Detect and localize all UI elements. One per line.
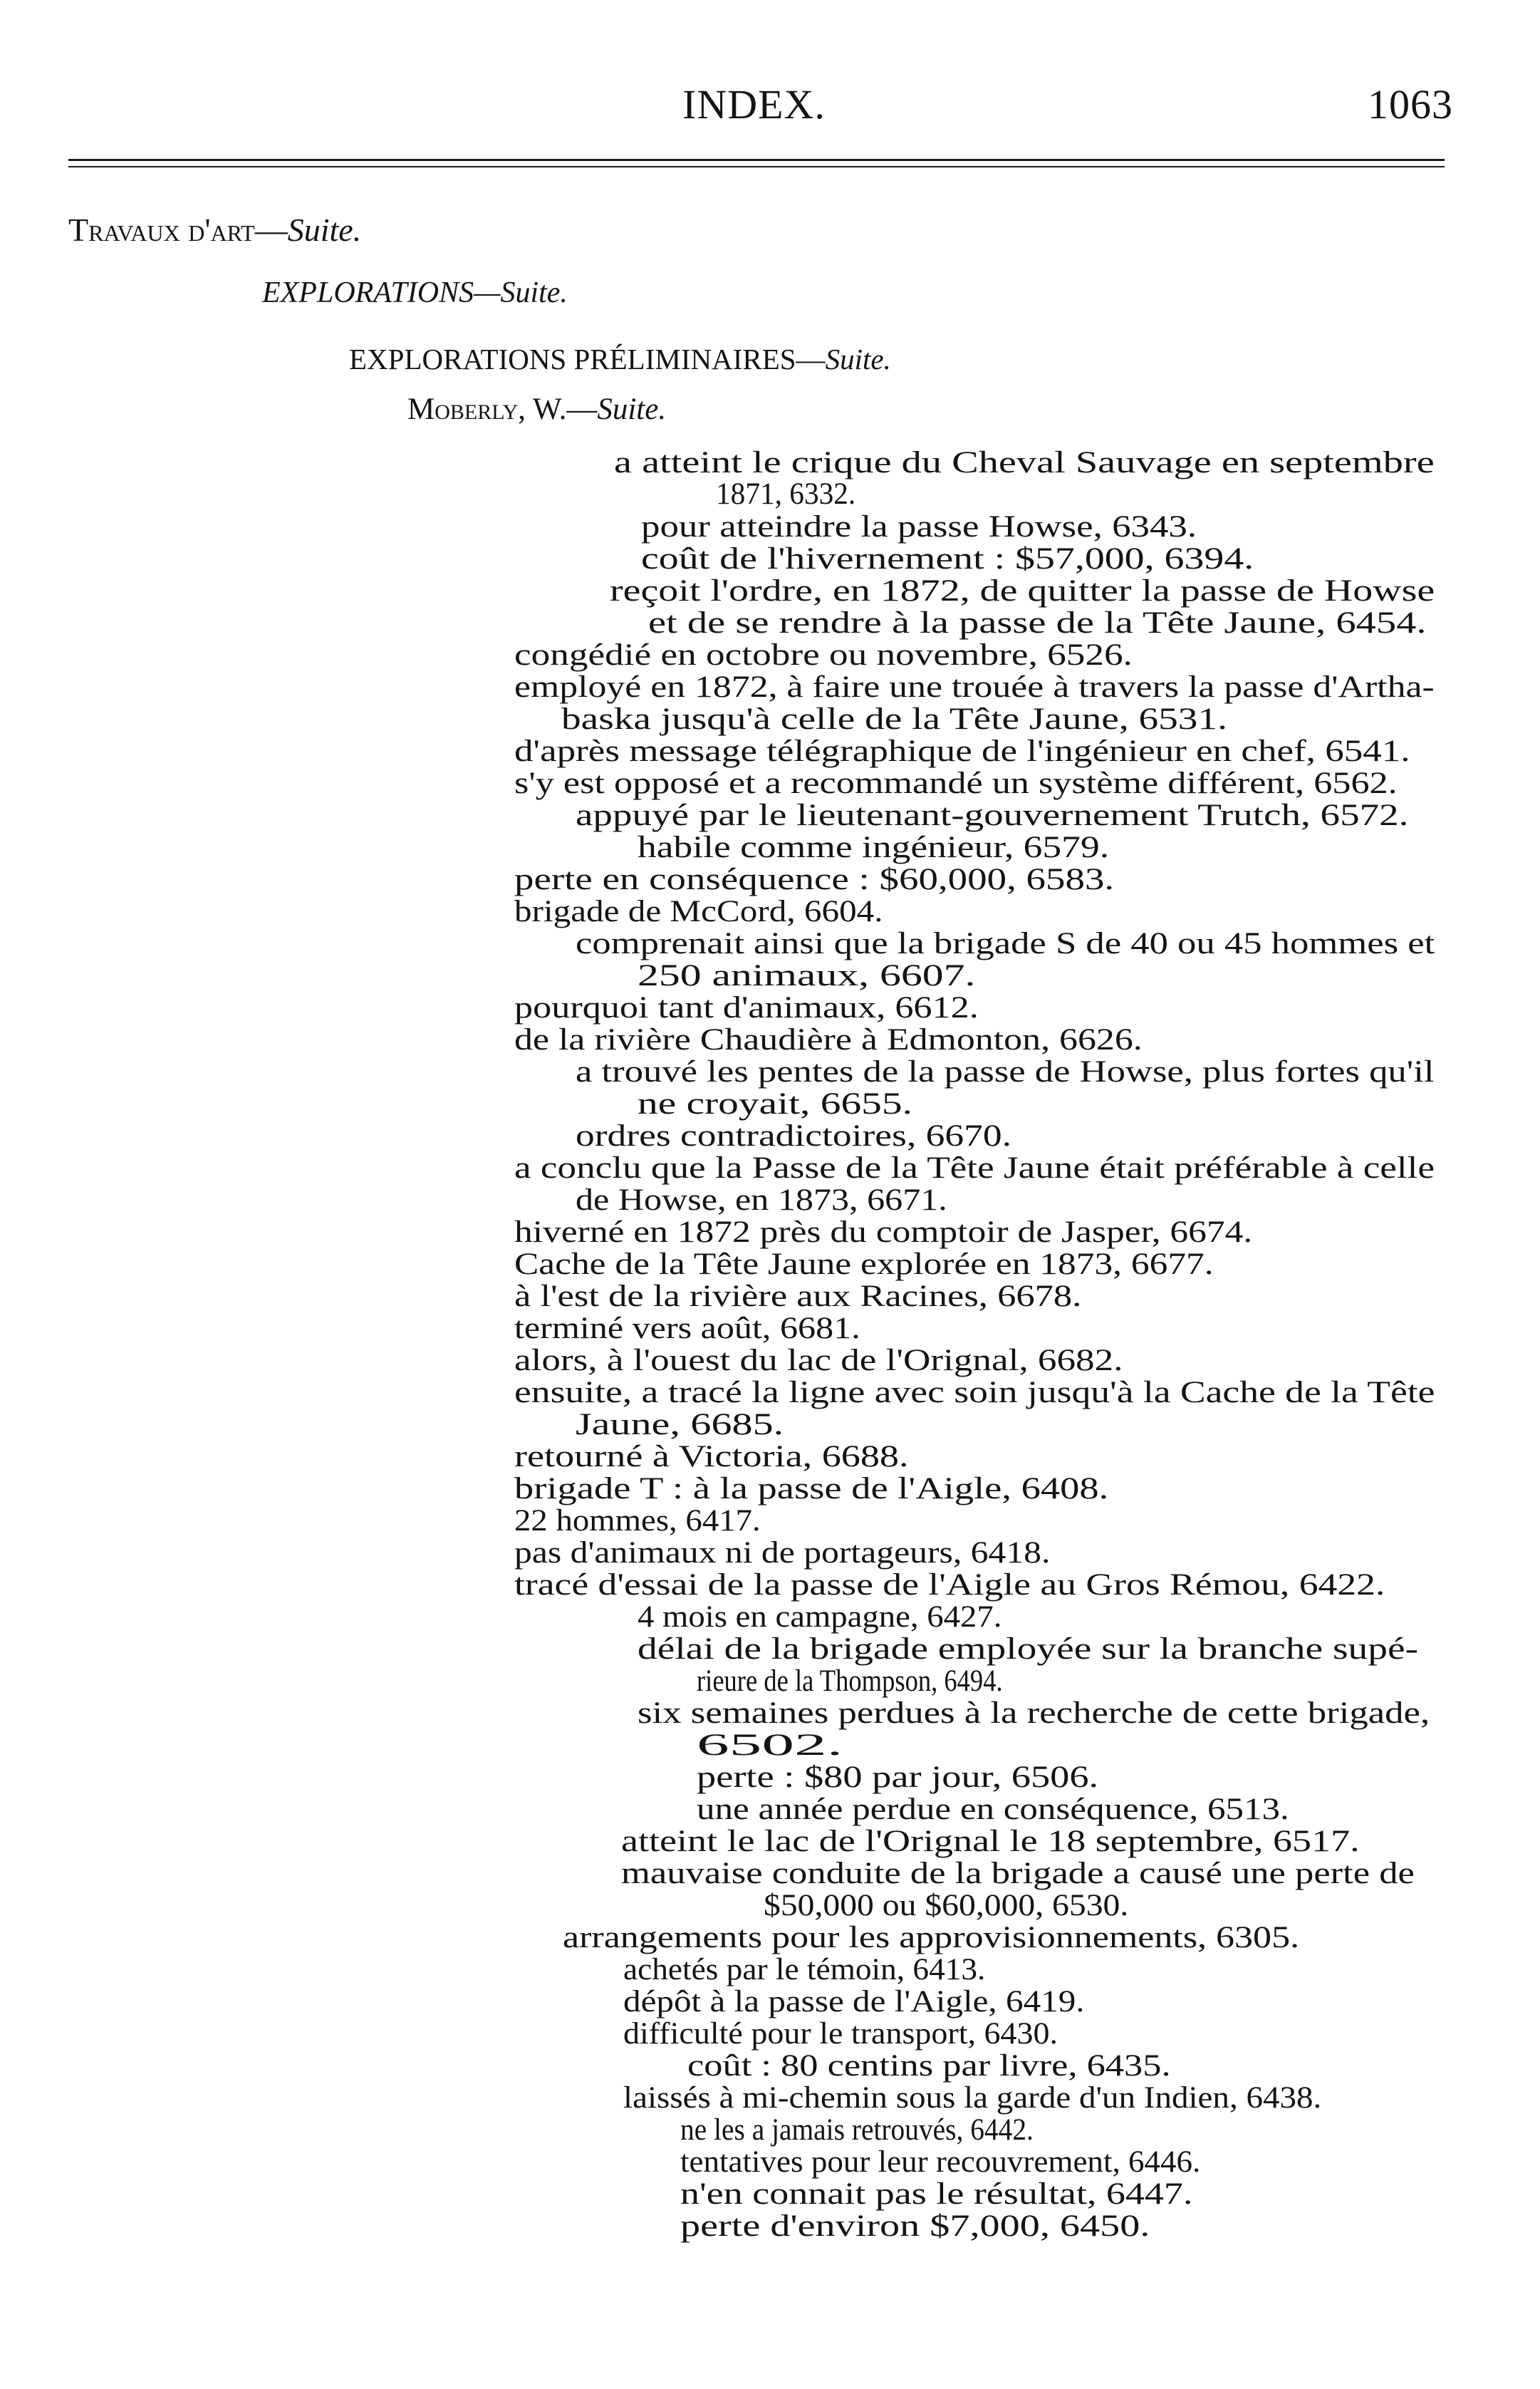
index-line: congédié en octobre ou novembre, 6526. <box>514 638 1133 672</box>
heading-text: EXPLORATIONS PRÉLIMINAIRES— <box>349 343 826 375</box>
index-line: coût de l'hivernement : $57,000, 6394. <box>641 542 1254 576</box>
index-line: 22 hommes, 6417. <box>514 1504 761 1538</box>
index-line: hiverné en 1872 près du comptoir de Jasper, 6674. <box>514 1216 1253 1249</box>
index-line: délai de la brigade employée sur la branche supé- <box>638 1632 1419 1666</box>
index-line: brigade de McCord, 6604. <box>514 895 883 928</box>
index-line: terminé vers août, 6681. <box>514 1312 860 1345</box>
index-line: pas d'animaux ni de portageurs, 6418. <box>514 1536 1051 1570</box>
index-line: tentatives pour leur recouvrement, 6446. <box>680 2145 1201 2179</box>
index-line: baska jusqu'à celle de la Tête Jaune, 6531. <box>561 703 1227 736</box>
heading-text: Travaux d'art— <box>68 212 288 248</box>
index-line: achetés par le témoin, 6413. <box>623 1953 986 1986</box>
index-line: ne croyait, 6655. <box>638 1087 912 1121</box>
index-line: dépôt à la passe de l'Aigle, 6419. <box>623 1985 1085 2019</box>
heading-explorations <box>262 278 568 308</box>
index-line: arrangements pour les approvisionnements, 6305. <box>563 1921 1300 1954</box>
index-line: de la rivière Chaudière à Edmonton, 6626. <box>514 1023 1143 1057</box>
index-line: de Howse, en 1873, 6671. <box>576 1183 947 1217</box>
index-line: brigade T : à la passe de l'Aigle, 6408. <box>514 1472 1109 1506</box>
index-line: perte : $80 par jour, 6506. <box>697 1761 1099 1794</box>
index-line: retourné à Victoria, 6688. <box>514 1440 909 1473</box>
heading-text: EXPLORATIONS— <box>262 276 501 309</box>
index-line: mauvaise conduite de la brigade a causé une perte de <box>621 1857 1415 1890</box>
index-line: pour atteindre la passe Howse, 6343. <box>641 510 1197 544</box>
index-line: employé en 1872, à faire une trouée à travers la passe d'Artha- <box>514 670 1435 704</box>
index-line: à l'est de la rivière aux Racines, 6678. <box>514 1280 1082 1313</box>
index-line: 4 mois en campagne, 6427. <box>638 1600 1002 1634</box>
index-line: coût : 80 centins par livre, 6435. <box>687 2049 1171 2083</box>
index-line: alors, à l'ouest du lac de l'Orignal, 6682. <box>514 1344 1123 1377</box>
index-line: tracé d'essai de la passe de l'Aigle au Gros Rémou, 6422. <box>514 1568 1385 1602</box>
heading-suite: Suite. <box>825 343 891 375</box>
index-line: perte en conséquence : $60,000, 6583. <box>514 863 1115 896</box>
index-line: a trouvé les pentes de la passe de Howse, plus fortes qu'il <box>576 1055 1435 1089</box>
index-line: 6502. <box>697 1729 843 1762</box>
index-line: pourquoi tant d'animaux, 6612. <box>514 991 979 1025</box>
index-line: ne les a jamais retrouvés, 6442. <box>680 2113 1034 2147</box>
heading-suite: Suite. <box>597 393 667 426</box>
index-line: laissés à mi-chemin sous la garde d'un Indien, 6438. <box>623 2081 1322 2115</box>
index-line: a atteint le crique du Cheval Sauvage en septembre <box>614 446 1435 480</box>
heading-text: Moberly, W.— <box>407 393 598 426</box>
heading-travaux-dart <box>68 214 361 247</box>
index-line: a conclu que la Passe de la Tête Jaune était préférable à celle <box>514 1151 1435 1185</box>
index-line: perte d'environ $7,000, 6450. <box>680 2209 1150 2243</box>
index-line: $50,000 ou $60,000, 6530. <box>764 1889 1129 1922</box>
index-line: d'après message télégraphique de l'ingénieur en chef, 6541. <box>514 735 1410 768</box>
index-line: reçoit l'ordre, en 1872, de quitter la passe de Howse <box>610 574 1435 608</box>
index-line: Cache de la Tête Jaune explorée en 1873, 6677. <box>514 1248 1214 1281</box>
index-line: 250 animaux, 6607. <box>638 959 976 993</box>
heading-moberly <box>407 394 666 425</box>
index-line: n'en connait pas le résultat, 6447. <box>680 2177 1193 2211</box>
index-line: rieure de la Thompson, 6494. <box>697 1664 1003 1698</box>
index-line: s'y est opposé et a recommandé un système différent, 6562. <box>514 767 1398 800</box>
index-line: comprenait ainsi que la brigade S de 40 ou 45 hommes et <box>576 927 1435 960</box>
index-line: Jaune, 6685. <box>576 1408 784 1441</box>
index-line: et de se rendre à la passe de la Tête Jaune, 6454. <box>648 606 1427 640</box>
header-rule-bottom <box>68 166 1445 167</box>
index-line: ensuite, a tracé la ligne avec soin jusqu'à la Cache de la Tête <box>514 1376 1435 1409</box>
heading-suite: Suite. <box>287 212 362 248</box>
index-line: difficulté pour le transport, 6430. <box>623 2017 1058 2051</box>
index-line: appuyé par le lieutenant-gouvernement Trutch, 6572. <box>576 799 1409 832</box>
index-line: 1871, 6332. <box>716 477 856 511</box>
running-head-title: INDEX. <box>682 81 826 128</box>
header-rule-top <box>68 159 1445 161</box>
heading-suite: Suite. <box>500 276 568 309</box>
index-line: habile comme ingénieur, 6579. <box>638 831 1110 864</box>
index-line: six semaines perdues à la recherche de cette brigade, <box>638 1696 1430 1730</box>
index-line: ordres contradictoires, 6670. <box>576 1119 1011 1153</box>
index-line: atteint le lac de l'Orignal le 18 septembre, 6517. <box>621 1825 1360 1858</box>
heading-explorations-preliminaires <box>349 345 891 374</box>
page-number: 1063 <box>1368 81 1453 128</box>
index-line: une année perdue en conséquence, 6513. <box>697 1793 1289 1826</box>
